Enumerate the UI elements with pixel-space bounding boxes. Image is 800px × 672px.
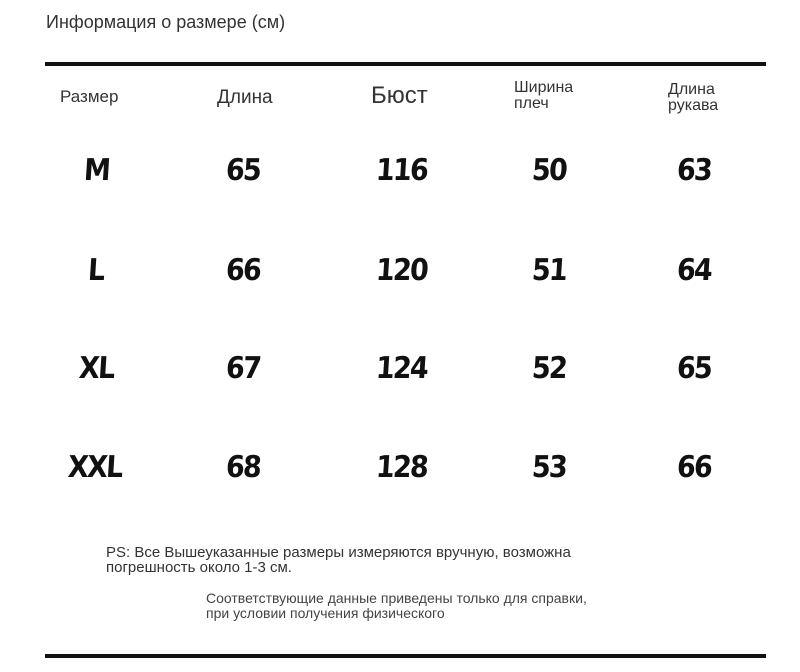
cell-sleeve: 63 xyxy=(675,153,713,188)
header-sleeve-line2: рукава xyxy=(668,97,719,114)
cell-sleeve: 64 xyxy=(675,253,713,288)
cell-shoulder: 52 xyxy=(530,351,568,386)
cell-shoulder: 51 xyxy=(530,253,568,288)
header-sleeve-line1: Длина xyxy=(668,81,715,98)
header-sleeve-length xyxy=(668,82,758,114)
cell-size: L xyxy=(86,253,105,288)
cell-shoulder: 50 xyxy=(530,153,568,188)
reference-note xyxy=(206,591,646,621)
cell-size: XXL xyxy=(66,450,123,485)
note-line: погрешность около 1-3 см. xyxy=(106,559,292,576)
cell-shoulder: 53 xyxy=(530,450,568,485)
note-line: PS: Все Вышеуказанные размеры измеряются вручную, возможна xyxy=(106,544,571,561)
note-line: Соответствующие данные приведены только для справки, xyxy=(206,590,587,606)
cell-bust: 128 xyxy=(374,450,429,485)
note-line: при условии получения физического xyxy=(206,605,445,621)
top-divider xyxy=(45,62,766,66)
cell-bust: 124 xyxy=(374,351,429,386)
header-length: Длина xyxy=(217,87,273,108)
bottom-divider xyxy=(45,654,766,658)
page-title: Информация о размере (см) xyxy=(46,12,286,32)
cell-sleeve: 66 xyxy=(675,450,713,485)
cell-size: XL xyxy=(77,351,115,386)
header-size: Размер xyxy=(60,87,119,106)
measurement-note xyxy=(106,545,666,575)
header-shoulder-width xyxy=(514,80,604,112)
cell-length: 67 xyxy=(224,351,262,386)
cell-length: 68 xyxy=(224,450,262,485)
cell-length: 65 xyxy=(224,153,262,188)
header-shoulder-line1: Ширина xyxy=(514,79,574,96)
cell-bust: 120 xyxy=(374,253,429,288)
header-bust: Бюст xyxy=(371,82,428,109)
cell-bust: 116 xyxy=(374,153,429,188)
header-shoulder-line2: плеч xyxy=(514,95,549,112)
cell-sleeve: 65 xyxy=(675,351,713,386)
cell-length: 66 xyxy=(224,253,262,288)
cell-size: M xyxy=(82,153,111,188)
